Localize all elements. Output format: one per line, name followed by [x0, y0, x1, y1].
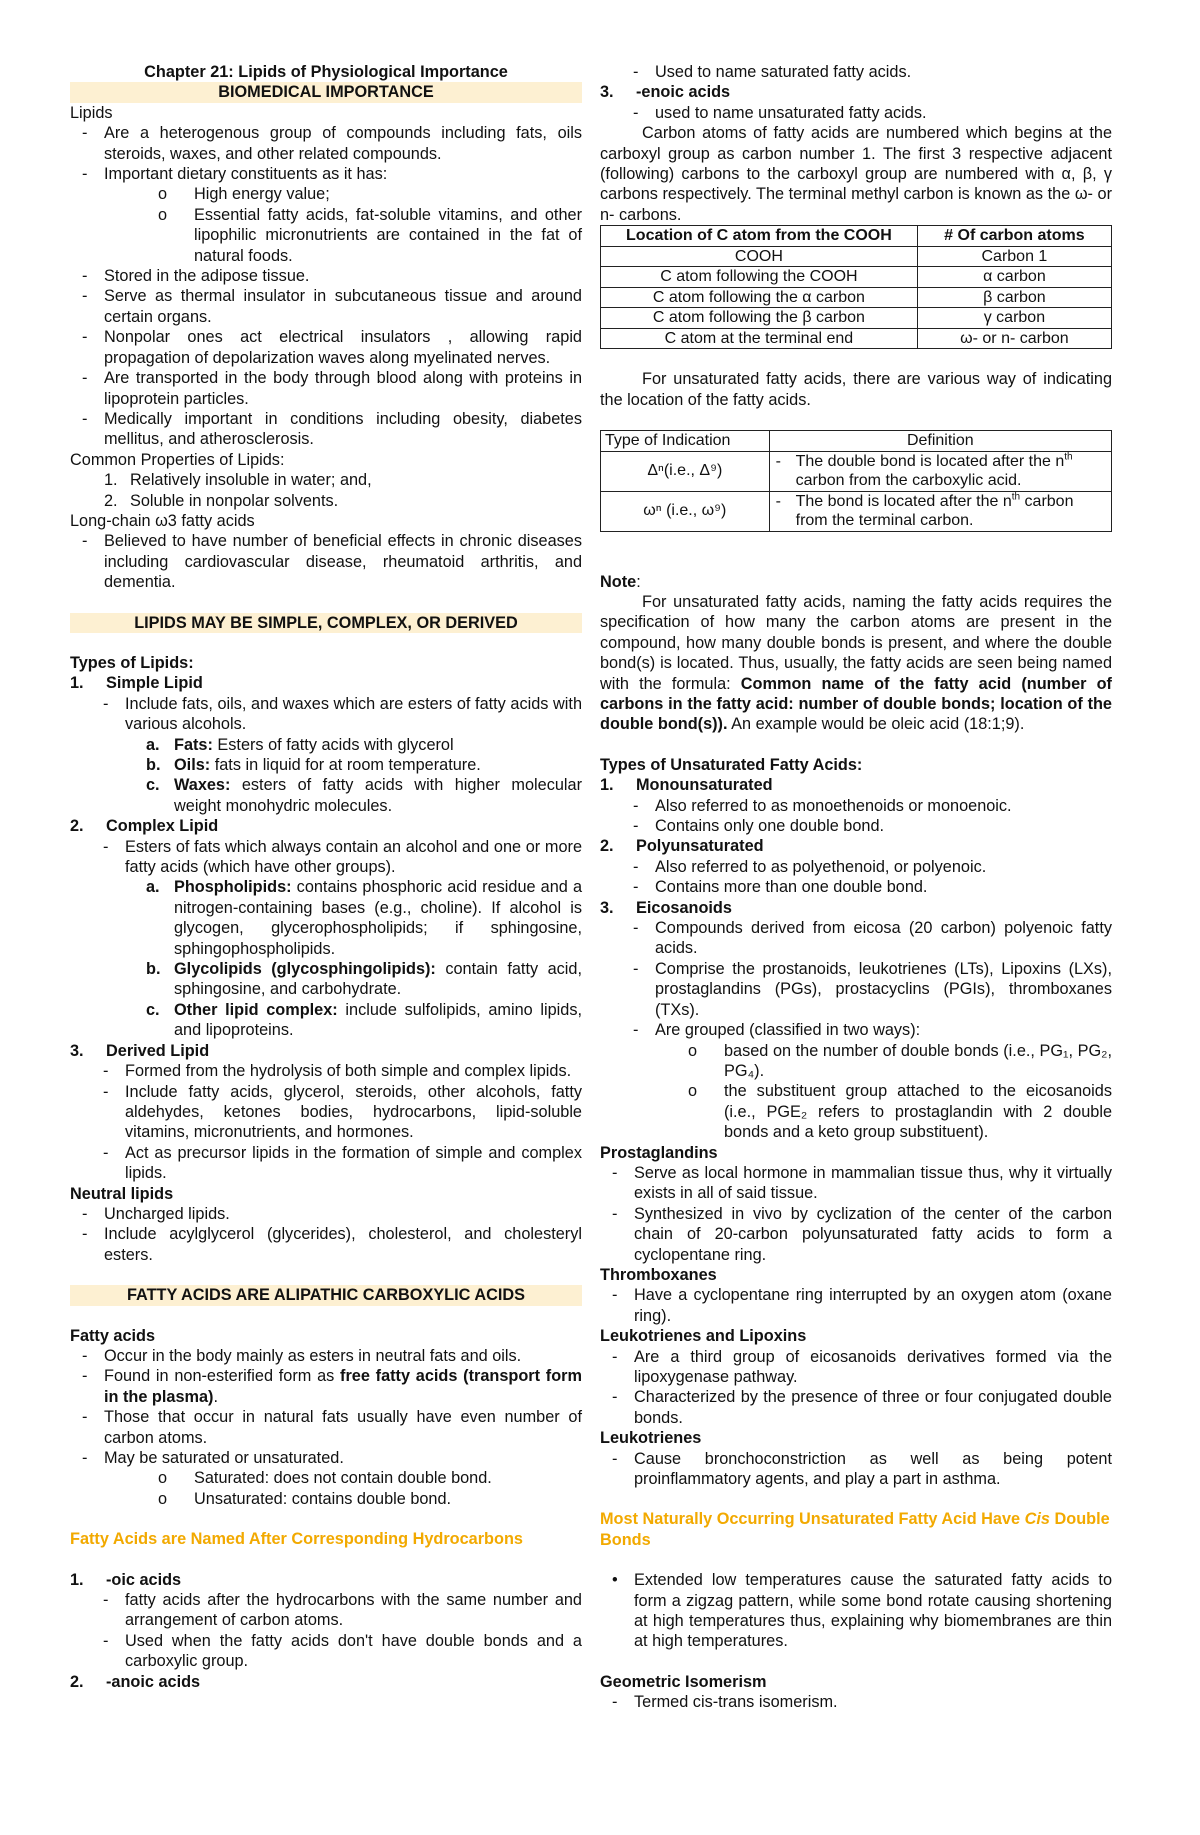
circle-marker: o [688, 1082, 698, 1101]
dash-marker: - [775, 452, 781, 470]
lettered-item: c. Waxes: esters of fatty acids with higher molecular weight monohydric molecules. [146, 776, 582, 815]
list-item: - Found in non-esterified form as free fatty acids (transport form in the plasma). [70, 1366, 582, 1407]
dash-marker: - [82, 532, 88, 551]
lettered-item: a. Fats: Esters of fatty acids with glycerol [146, 735, 454, 754]
note-paragraph: For unsaturated fatty acids, naming the fatty acids requires the specification of how many the carbon atoms are present in the compound, how many double bonds is present, and where the double bond(s) is located. Thus, usually, the fatty acids are seen being named with the formula: Common name of the fatty acid (number of carbons in the fatty acid: number of double bonds; location of the double bond(s)). An example would be oleic acid (18:1;9). [600, 592, 1112, 734]
sub-list-item: o Saturated: does not contain double bond. [70, 1468, 582, 1488]
circle-marker: o [158, 185, 168, 204]
table-header-row [601, 226, 1112, 247]
omega3-label: Long-chain ω3 fatty acids [70, 511, 255, 530]
numbered-heading: 1. Monounsaturated [600, 776, 773, 795]
fatty-acids-label: Fatty acids [70, 1326, 156, 1345]
dash-marker: - [82, 1367, 88, 1386]
dash-marker: - [612, 1449, 618, 1468]
dash-marker: - [633, 796, 639, 815]
list-item: - Important dietary constituents as it has: [70, 164, 582, 184]
list-item: 2. Soluble in nonpolar solvents. [104, 491, 339, 510]
common-properties-label: Common Properties of Lipids: [70, 450, 285, 469]
section-band-biomedical: BIOMEDICAL IMPORTANCE [70, 82, 582, 102]
table-row: C atom following the β carbon γ carbon [601, 308, 1112, 329]
dash-marker: - [103, 837, 109, 856]
dash-marker: - [82, 369, 88, 388]
list-item: - used to name unsaturated fatty acids. [600, 103, 1112, 123]
right-column [600, 62, 1112, 1713]
list-item: - Used to name saturated fatty acids. [600, 62, 1112, 82]
list-item: - Are a third group of eicosanoids derivatives formed via the lipoxygenase pathway. [600, 1347, 1112, 1388]
dash-marker: - [82, 1408, 88, 1427]
bullet-marker: • [612, 1571, 618, 1590]
table-row: C atom following the COOH α carbon [601, 267, 1112, 288]
dash-marker: - [633, 919, 639, 938]
section-heading-cis: Most Naturally Occurring Unsaturated Fatty Acid Have Cis Double Bonds [600, 1510, 1110, 1549]
dash-marker: - [633, 878, 639, 897]
dash-marker: - [633, 103, 639, 122]
section-heading-named: Fatty Acids are Named After Corresponding Hydrocarbons [70, 1530, 523, 1549]
lettered-item: a. Phospholipids: contains phosphoric acid residue and a nitrogen-containing bases (e.g., choline). If alcohol is glycogen, glycerophospholipids; if sphingosine, sphingophospholipids. [146, 878, 582, 958]
list-item: - Have a cyclopentane ring interrupted by an oxygen atom (oxane ring). [600, 1285, 1112, 1326]
dash-marker: - [82, 165, 88, 184]
dash-marker: - [612, 1163, 618, 1182]
numbered-heading: 3. Derived Lipid [70, 1041, 210, 1060]
chapter-title: Chapter 21: Lipids of Physiological Importance [144, 63, 508, 81]
numbered-heading: 1. Simple Lipid [70, 674, 203, 693]
list-item: - Include acylglycerol (glycerides), cholesterol, and cholesteryl esters. [70, 1224, 582, 1265]
table-header: Definition [769, 431, 1111, 452]
dash-marker: - [82, 267, 88, 286]
list-item: 1. Relatively insoluble in water; and, [104, 471, 372, 490]
dash-marker: - [82, 1204, 88, 1223]
dash-marker: - [103, 1082, 109, 1101]
list-item: - Include fatty acids, glycerol, steroids, other alcohols, fatty aldehydes, ketones bodies, hydrocarbons, lipid-soluble vitamins, micronutrients, and hormones. [70, 1082, 582, 1143]
neutral-lipids-label: Neutral lipids [70, 1184, 174, 1203]
numbered-heading: 3. Eicosanoids [600, 898, 732, 917]
list-item: - Medically important in conditions including obesity, diabetes mellitus, and atherosclerosis. [70, 409, 582, 450]
geometric-isomerism-label: Geometric Isomerism [600, 1672, 767, 1691]
dash-marker: - [103, 1591, 109, 1610]
lettered-item: c. Other lipid complex: include sulfolipids, amino lipids, and lipoproteins. [146, 1000, 582, 1040]
circle-marker: o [688, 1041, 698, 1060]
table-header: Type of Indication [601, 431, 770, 452]
numbered-heading: 2. Polyunsaturated [600, 837, 764, 856]
carbon-location-table [600, 225, 1112, 349]
list-item: - Formed from the hydrolysis of both simple and complex lipids. [70, 1061, 582, 1081]
list-item: - fatty acids after the hydrocarbons with the same number and arrangement of carbon atoms. [70, 1590, 582, 1631]
dash-marker: - [633, 857, 639, 876]
section-band-lipid-types: LIPIDS MAY BE SIMPLE, COMPLEX, OR DERIVED [70, 613, 582, 633]
lettered-item: b. Oils: fats in liquid for at room temperature. [146, 756, 481, 774]
dash-marker: - [82, 1449, 88, 1467]
list-item: - Compounds derived from eicosa (20 carbon) polyenoic fatty acids. [600, 918, 1112, 959]
dash-marker: - [633, 63, 639, 81]
list-item: - Believed to have number of beneficial effects in chronic diseases including cardiovascular disease, rheumatoid arthritis, and dementia. [70, 531, 582, 592]
dash-marker: - [103, 694, 109, 713]
list-item: - Contains more than one double bond. [600, 877, 1112, 897]
dash-marker: - [82, 1346, 88, 1365]
list-item: - Stored in the adipose tissue. [70, 266, 582, 286]
list-item: - Occur in the body mainly as esters in neutral fats and oils. [70, 1346, 582, 1366]
list-item: - Esters of fats which always contain an alcohol and one or more fatty acids (which have other groups). [70, 837, 582, 878]
table-row: C atom following the α carbon β carbon [601, 287, 1112, 308]
list-item: - Also referred to as polyethenoid, or polyenoic. [600, 857, 1112, 877]
list-item: - Contains only one double bond. [600, 816, 1112, 836]
table-row: C atom at the terminal end ω- or n- carbon [601, 328, 1112, 349]
dash-marker: - [82, 124, 88, 143]
dash-marker: - [612, 1347, 618, 1366]
dash-marker: - [612, 1204, 618, 1223]
dash-marker: - [612, 1388, 618, 1407]
dash-marker: - [612, 1693, 618, 1712]
left-column [70, 62, 582, 1692]
numbered-heading: 2. Complex Lipid [70, 817, 219, 836]
leukotrienes-lipoxins-label: Leukotrienes and Lipoxins [600, 1327, 807, 1346]
dash-marker: - [633, 817, 639, 836]
table-row: COOH Carbon 1 [601, 246, 1112, 267]
unsaturated-paragraph: For unsaturated fatty acids, there are various way of indicating the location of the fatty acids. [600, 370, 1112, 409]
dash-marker: - [633, 1021, 639, 1040]
types-of-lipids-label: Types of Lipids: [70, 653, 194, 672]
list-item: - Used when the fatty acids don't have double bonds and a carboxylic group. [70, 1631, 582, 1672]
list-item: - Serve as thermal insulator in subcutaneous tissue and around certain organs. [70, 286, 582, 327]
list-item: - Also referred to as monoethenoids or monoenoic. [600, 796, 1112, 816]
list-item: - Include fats, oils, and waxes which are esters of fatty acids with various alcohols. [70, 694, 582, 735]
dash-marker: - [103, 1631, 109, 1650]
table-row: ωⁿ (i.e., ω⁹) - The bond is located after the $n^{th}$ carbon from the terminal carbon. [601, 491, 1112, 531]
numbered-heading: 1. -oic acids [70, 1570, 182, 1589]
dash-marker: - [82, 328, 88, 347]
types-unsaturated-label: Types of Unsaturated Fatty Acids: [600, 755, 863, 774]
list-item: - May be saturated or unsaturated. [70, 1448, 582, 1468]
list-item: - Nonpolar ones act electrical insulators , allowing rapid propagation of depolarization waves along myelinated nerves. [70, 327, 582, 368]
dash-marker: - [82, 409, 88, 428]
sub-list-item: o Unsaturated: contains double bond. [70, 1489, 582, 1509]
circle-marker: o [158, 1489, 168, 1508]
section-band-fatty-acids: FATTY ACIDS ARE ALIPATHIC CARBOXYLIC ACIDS [70, 1285, 582, 1305]
sub-list-item: o High energy value; [70, 184, 582, 204]
list-item: - Are a heterogenous group of compounds including fats, oils steroids, waxes, and other related compounds. [70, 123, 582, 164]
list-item: - Comprise the prostanoids, leukotrienes (LTs), Lipoxins (LXs), prostaglandins (PGs), prostacyclins (PGIs), thromboxanes (TXs). [600, 959, 1112, 1020]
note-label: Note: [600, 572, 641, 591]
list-item: - Uncharged lipids. [70, 1204, 582, 1224]
thromboxanes-label: Thromboxanes [600, 1265, 717, 1284]
sub-list-item: o Essential fatty acids, fat-soluble vitamins, and other lipophilic micronutrients are contained in the fat of natural foods. [70, 205, 582, 266]
list-item: - Serve as local hormone in mammalian tissue thus, why it virtually exists in all of said tissue. [600, 1163, 1112, 1204]
dash-marker: - [612, 1286, 618, 1305]
dash-marker: - [82, 1225, 88, 1244]
list-item: - Characterized by the presence of three or four conjugated double bonds. [600, 1387, 1112, 1428]
list-item: - Termed cis-trans isomerism. [600, 1692, 1112, 1712]
prostaglandins-label: Prostaglandins [600, 1143, 718, 1162]
sub-list-item: o based on the number of double bonds (i.e., PG₁, PG₂, PG₄). [600, 1041, 1112, 1082]
lettered-item: b. Glycolipids (glycosphingolipids): contain fatty acid, sphingosine, and carbohydrate. [146, 960, 582, 999]
list-item: - Are grouped (classified in two ways): [600, 1020, 1112, 1040]
list-item: - Synthesized in vivo by cyclization of the center of the carbon chain of 20-carbon polyunsaturated fatty acids to form a cyclopentane ring. [600, 1204, 1112, 1265]
list-item: - Are transported in the body through blood along with proteins in lipoprotein particles. [70, 368, 582, 409]
table-header: # Of carbon atoms [917, 226, 1111, 247]
dash-marker: - [82, 287, 88, 306]
sub-list-item: o the substituent group attached to the eicosanoids (i.e., PGE₂ refers to prostaglandin with 2 double bonds and a keto group substituent). [600, 1081, 1112, 1142]
numbered-heading: 2. -anoic acids [70, 1672, 201, 1691]
lipids-label: Lipids [70, 103, 113, 122]
list-item: - Those that occur in natural fats usually have even number of carbon atoms. [70, 1407, 582, 1448]
numbered-heading: 3. -enoic acids [600, 83, 731, 102]
leukotrienes-label: Leukotrienes [600, 1429, 702, 1448]
circle-marker: o [158, 205, 168, 224]
list-item: - Cause bronchoconstriction as well as being potent proinflammatory agents, and play a part in asthma. [600, 1449, 1112, 1490]
bullet-item: • Extended low temperatures cause the saturated fatty acids to form a zigzag pattern, while some bond rotate causing shortening at high temperatures thus, explaining why biomembranes are thin at high temperatures. [600, 1570, 1112, 1652]
dash-marker: - [775, 492, 781, 510]
table-header: Location of C atom from the COOH [601, 226, 918, 247]
circle-marker: o [158, 1469, 168, 1488]
indication-table [600, 430, 1112, 532]
list-item: - Act as precursor lipids in the formation of simple and complex lipids. [70, 1143, 582, 1184]
dash-marker: - [103, 1143, 109, 1162]
dash-marker: - [103, 1062, 109, 1081]
dash-marker: - [633, 959, 639, 978]
table-header-row [601, 431, 1112, 452]
carbon-numbering-paragraph: Carbon atoms of fatty acids are numbered which begins at the carboxyl group as carbon number 1. The first 3 respective adjacent (following) carbons to the carboxyl group are numbered with α, β, γ carbons respectively. The terminal methyl carbon is known as the ω- or n- carbons. [600, 124, 1112, 224]
table-row: Δⁿ(i.e., Δ⁹) - The double bond is located after the $n^{th}$ carbon from the carboxylic acid. [601, 451, 1112, 491]
